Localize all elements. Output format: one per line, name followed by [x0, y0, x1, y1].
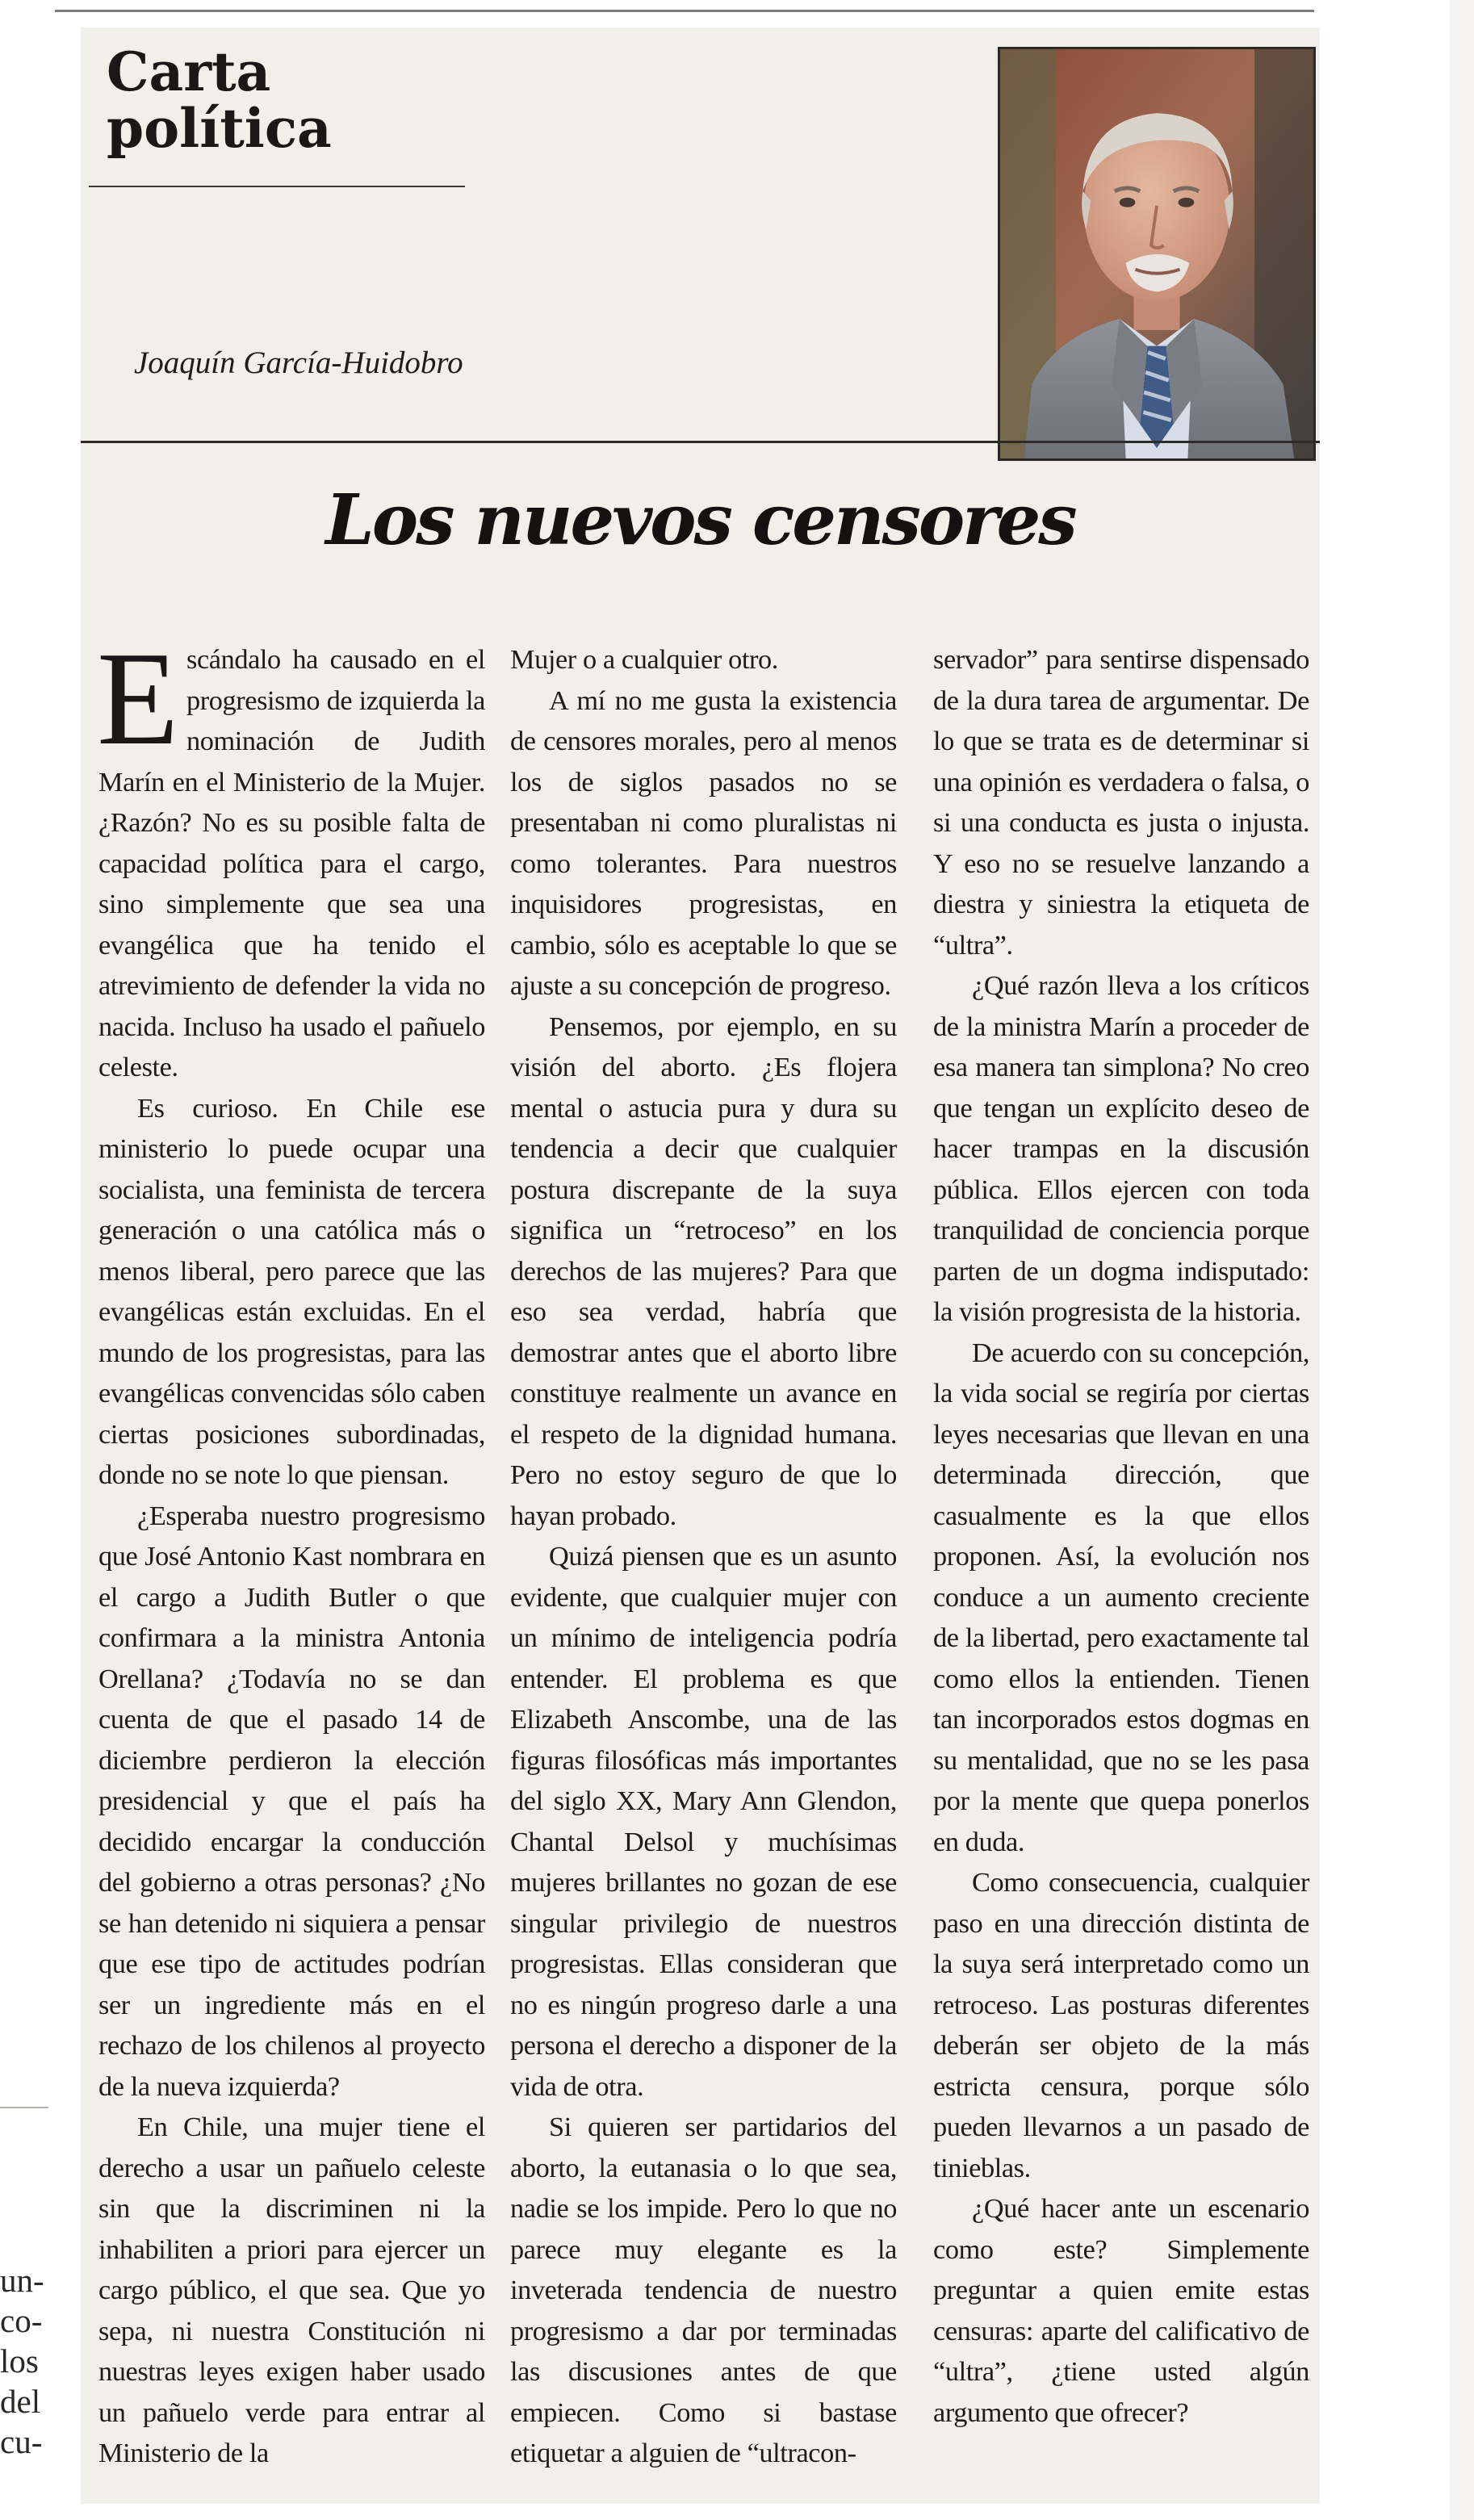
author-byline: Joaquín García-Huidobro	[134, 345, 463, 380]
section-title	[107, 40, 332, 160]
paragraph: Como consecuencia, cualquier paso en una dirección distinta de la suya será interpretado como un retroceso. Las posturas diferentes deberán ser objeto de la más estricta censura, porque sólo pueden llevarnos a un pasado de tinieblas.	[933, 1867, 1309, 2183]
article-headline: Los nuevos censores	[325, 479, 1075, 561]
left-gutter-rule	[0, 2107, 48, 2108]
article-page	[81, 27, 1320, 2504]
gutter-word: cu-	[0, 2423, 43, 2460]
gutter-word: co-	[0, 2302, 43, 2339]
paragraph: Pensemos, por ejemplo, en su visión del aborto. ¿Es flojera mental o astucia pura y dura su tendencia a decir que cualquier postura discrepante de la suya significa un “retroceso” en los derechos de las mujeres? Para que eso sea verdad, habría que demostrar antes que el aborto libre constituye realmente un avance en el respeto de la dignidad humana. Pero no estoy seguro de que lo hayan probado.	[510, 1011, 897, 1531]
paragraph: Quizá piensen que es un asunto evidente, que cualquier mujer con un mínimo de inteligencia podría entender. El problema es que Elizabeth Anscombe, una de las figuras filosóficas más importantes del siglo XX, Mary Ann Glendon, Chantal Delsol y muchísimas mujeres brillantes no gozan de ese singular privilegio de nuestros progresistas. Ellas consideran que no es ningún progreso darle a una persona el derecho a disponer de la vida de otra.	[510, 1541, 897, 2102]
author-photo	[998, 47, 1316, 461]
paragraph: En Chile, una mujer tiene el derecho a usar un pañuelo celeste sin que la discriminen ni la inhabiliten a priori para ejercer un cargo público, el que sea. Que yo sepa, ni nuestra Constitución ni nuestras leyes exigen haber usado un pañuelo verde para entrar al Ministerio de la	[98, 2112, 485, 2468]
paragraph-text: scándalo ha causado en el progresismo de izquierda la nominación de Judith Marín en el Ministerio de la Mujer. ¿Razón? No es su posible falta de capacidad política para el cargo, sino simplemente que sea una evangélica que ha tenido el atrevimiento de defender la vida no nacida. Incluso ha usado el pañuelo celeste.	[98, 644, 485, 1082]
paragraph	[97, 624, 485, 1088]
header-rule	[81, 441, 1320, 443]
gutter-word: del	[0, 2383, 41, 2420]
section-title-line-2: política	[107, 97, 332, 160]
paragraph: servador” para sentirse dispensado de la dura tarea de argumentar. De lo que se trata es de determinar si una opinión es verdadera o falsa, o si una conducta es justa o injusta. Y eso no se resuelve lanzando a diestra y siniestra la etiqueta de “ultra”.	[933, 644, 1309, 961]
paragraph: ¿Qué hacer ante un escenario como este? Simplemente preguntar a quien emite estas censuras: aparte del calificativo de “ultra”, ¿tiene usted algún argumento que ofrecer?	[933, 2193, 1309, 2428]
gutter-word: un-	[0, 2262, 44, 2299]
paragraph: ¿Qué razón lleva a los críticos de la ministra Marín a proceder de esa manera tan simplona? No creo que tengan un explícito deseo de hacer trampas en la discusión pública. Ellos ejercen con toda tranquilidad de conciencia porque parten de un dogma indisputado: la visión progresista de la historia.	[933, 970, 1309, 1327]
article-column-2	[510, 639, 897, 2474]
drop-cap: E	[97, 624, 178, 772]
section-title-line-1: Carta	[107, 40, 271, 103]
adjacent-column-fragment	[0, 2260, 52, 2462]
article-column-3	[933, 639, 1309, 2433]
paragraph: A mí no me gusta la existencia de censores morales, pero al menos los de siglos pasados no se presentaban ni como pluralistas ni como tolerantes. Para nuestros inquisidores progresistas, en cambio, sólo es aceptable lo que se ajuste a su concepción de progreso.	[510, 684, 897, 1001]
author-portrait-image	[1000, 49, 1313, 458]
right-margin-strip	[1450, 0, 1474, 2520]
top-page-rule	[55, 10, 1314, 12]
paragraph: Es curioso. En Chile ese ministerio lo puede ocupar una socialista, una feminista de tercera generación o una católica más o menos liberal, pero parece que las evangélicas están excluidas. En el mundo de los progresistas, para las evangélicas convencidas sólo caben ciertas posiciones subordinadas, donde no se note lo que piensan.	[98, 1092, 485, 1490]
section-rule	[89, 186, 465, 187]
article-column-1	[97, 624, 485, 2474]
paragraph: De acuerdo con su concepción, la vida social se regiría por ciertas leyes necesarias que llevan en una determinada dirección, que casualmente es la que ellos proponen. Así, la evolución nos conduce a un aumento creciente de la libertad, pero exactamente tal como ellos la entienden. Tienen tan incorporados estos dogmas en su mentalidad, que no se les pasa por la mente que quepa ponerlos en duda.	[933, 1337, 1309, 1857]
gutter-word: los	[0, 2342, 39, 2380]
paragraph: Mujer o a cualquier otro.	[510, 644, 778, 675]
paragraph: Si quieren ser partidarios del aborto, la eutanasia o lo que sea, nadie se los impide. Pero lo que no parece muy elegante es la inveterada tendencia de nuestro progresismo a dar por terminadas las discusiones antes de que empiecen. Como si bastase etiquetar a alguien de “ultracon-	[510, 2112, 897, 2468]
paragraph: ¿Esperaba nuestro progresismo que José Antonio Kast nombrara en el cargo a Judith Butler o que confirmara a la ministra Antonia Orellana? ¿Todavía no se dan cuenta de que el pasado 14 de diciembre perdieron la elección presidencial y que el país ha decidido encargar la conducción del gobierno a otras personas? ¿No se han detenido ni siquiera a pensar que ese tipo de actitudes podrían ser un ingrediente más en el rechazo de los chilenos al proyecto de la nueva izquierda?	[98, 1500, 485, 2102]
